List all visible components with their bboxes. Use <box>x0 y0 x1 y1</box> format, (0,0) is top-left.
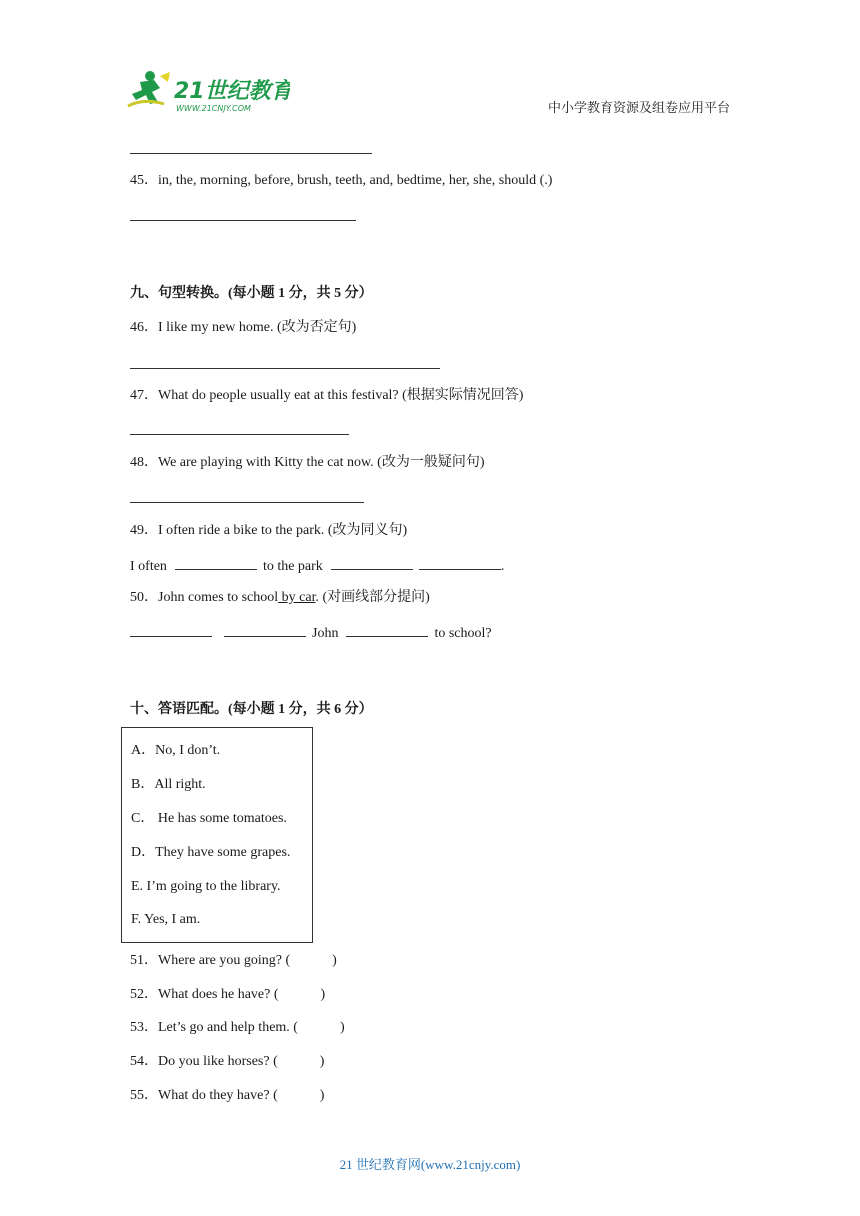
option-b: B．All right. <box>131 777 206 792</box>
logo-main-text: 21世纪教育 <box>174 79 290 104</box>
question-54 <box>130 1052 324 1072</box>
question-number: 51． <box>130 953 158 968</box>
blank-49-3[interactable] <box>419 555 501 570</box>
answer-line-44[interactable] <box>130 153 372 154</box>
question-text: What do people usually eat at this festival? (根据实际情况回答) <box>158 388 524 403</box>
question-50-fill <box>130 622 492 644</box>
logo-url-text: WWW.21CNJY.COM <box>176 104 251 113</box>
question-49-fill <box>130 555 504 577</box>
question-number: 48． <box>130 455 158 470</box>
question-number: 53． <box>130 1020 158 1035</box>
footer-text: 21 世纪教育网(www.21cnjy.com) <box>339 1157 521 1172</box>
question-45 <box>130 171 552 191</box>
fill-text: . <box>500 559 505 574</box>
question-number: 47． <box>130 388 158 403</box>
underlined-phrase: by car <box>278 590 316 605</box>
question-number: 52． <box>130 987 158 1002</box>
question-text: What does he have? ( <box>158 987 279 1002</box>
question-number: 49． <box>130 523 158 538</box>
fill-text: John <box>312 626 339 641</box>
close-paren: ) <box>319 1088 325 1103</box>
question-text: . (对画线部分提问) <box>315 590 430 605</box>
question-text: We are playing with Kitty the cat now. (改为一般疑问句) <box>158 455 485 470</box>
option-c: C． He has some tomatoes. <box>131 811 287 826</box>
option-d: D．They have some grapes. <box>131 845 291 860</box>
answer-line-48[interactable] <box>130 502 364 503</box>
header-platform-text: 中小学教育资源及组卷应用平台 <box>547 100 730 115</box>
fill-text: I often <box>130 559 167 574</box>
question-text: Do you like horses? ( <box>158 1054 278 1069</box>
blank-50-2[interactable] <box>224 622 306 637</box>
blank-50-1[interactable] <box>130 622 212 637</box>
question-number: 54． <box>130 1054 158 1069</box>
question-text: I like my new home. (改为否定句) <box>158 320 357 335</box>
answer-line-45[interactable] <box>130 220 356 221</box>
question-text: in, the, morning, before, brush, teeth, and, bedtime, her, she, should (.) <box>158 173 553 188</box>
question-48 <box>130 453 485 473</box>
question-52 <box>130 985 325 1005</box>
question-46 <box>130 318 356 338</box>
options-box <box>121 727 313 943</box>
close-paren: ) <box>319 1054 325 1069</box>
blank-49-1[interactable] <box>175 555 257 570</box>
question-text: I often ride a bike to the park. (改为同义句) <box>158 523 408 538</box>
section-9-title: 九、句型转换。(每小题 1 分，共 5 分） <box>130 286 373 301</box>
fill-text: to the park <box>262 559 323 574</box>
question-text: Where are you going? ( <box>158 953 291 968</box>
blank-49-2[interactable] <box>331 555 413 570</box>
question-47 <box>130 386 523 406</box>
logo <box>120 68 290 116</box>
question-number: 55． <box>130 1088 158 1103</box>
answer-line-47[interactable] <box>130 434 349 435</box>
question-number: 45． <box>130 173 158 188</box>
question-number: 50． <box>130 590 158 605</box>
question-55 <box>130 1086 324 1106</box>
question-text: What do they have? ( <box>158 1088 278 1103</box>
close-paren: ) <box>320 987 326 1002</box>
question-49 <box>130 521 407 541</box>
question-51 <box>130 951 337 971</box>
question-number: 46． <box>130 320 158 335</box>
close-paren: ) <box>339 1020 345 1035</box>
answer-line-46[interactable] <box>130 368 440 369</box>
option-a: A．No, I don’t. <box>131 743 221 758</box>
question-50 <box>130 588 430 608</box>
close-paren: ) <box>332 953 337 968</box>
question-text: Let’s go and help them. ( <box>158 1020 298 1035</box>
option-f: F. Yes, I am. <box>131 912 201 927</box>
fill-text: to school? <box>434 626 492 641</box>
runner-logo-icon <box>120 68 290 116</box>
section-10-title: 十、答语匹配。(每小题 1 分，共 6 分） <box>130 702 373 717</box>
question-53 <box>130 1018 345 1038</box>
option-e: E. I’m going to the library. <box>131 879 281 894</box>
question-text: John comes to school <box>158 590 279 605</box>
blank-50-3[interactable] <box>346 622 428 637</box>
